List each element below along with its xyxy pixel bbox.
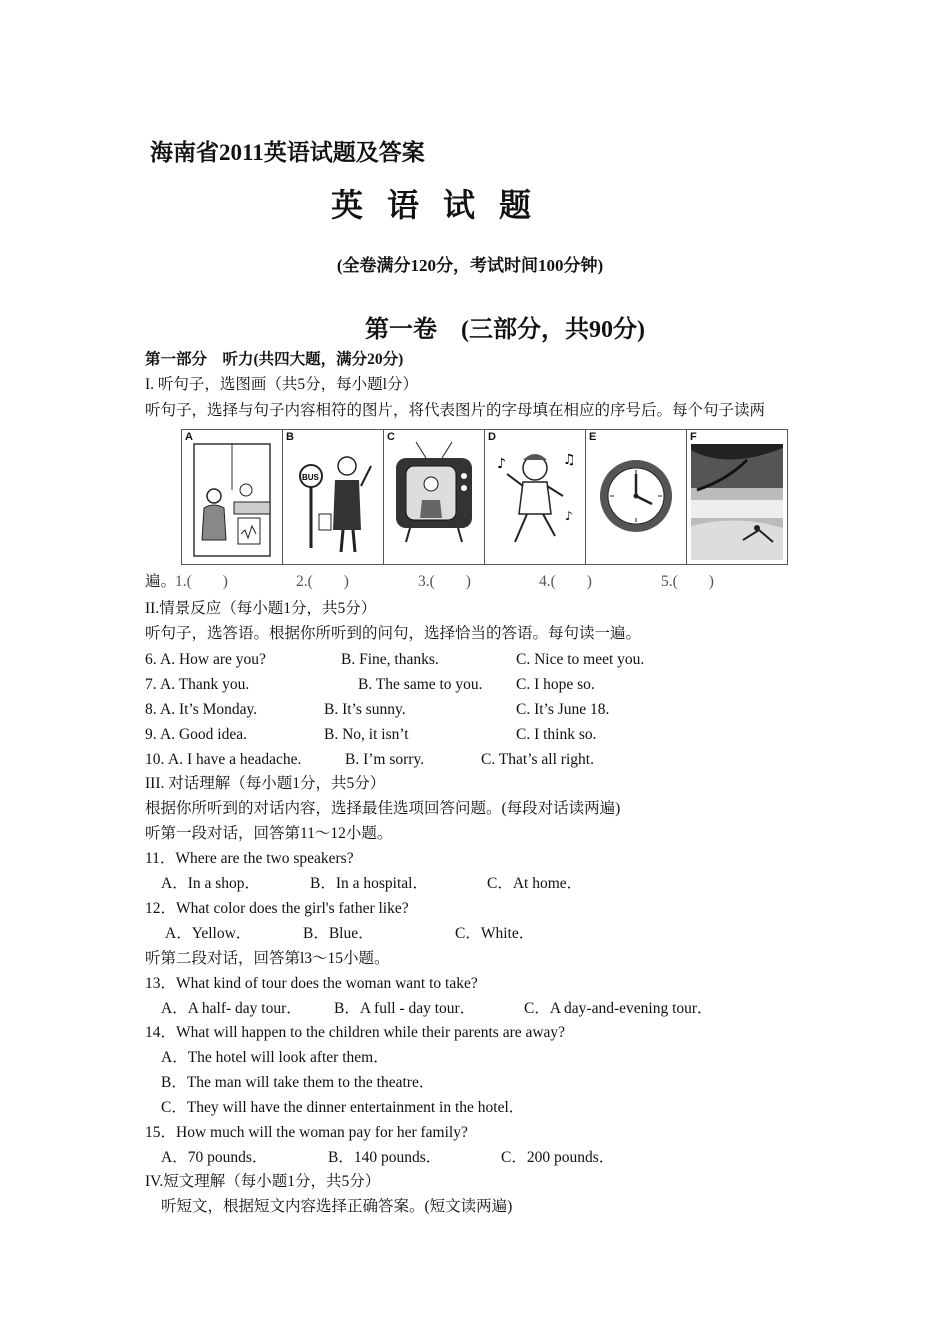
question-text: 15．How much will the woman pay for her family? bbox=[145, 1124, 468, 1141]
picture-label: C bbox=[387, 431, 395, 443]
picture-c bbox=[384, 430, 485, 564]
option-a: A．A half- day tour． bbox=[161, 1000, 302, 1017]
svg-text:♪: ♪ bbox=[565, 509, 573, 523]
picture-d bbox=[485, 430, 586, 564]
picture-e bbox=[586, 430, 687, 564]
option-c: C．200 pounds． bbox=[501, 1149, 615, 1166]
question-number: 9. bbox=[145, 726, 157, 743]
dialog2-note: 听第二段对话，回答第l3～15小题。 bbox=[145, 950, 390, 967]
question-text: 12．What color does the girl's father like? bbox=[145, 900, 409, 917]
option-a: A．In a shop． bbox=[161, 875, 261, 892]
option-a: A. I have a headache. bbox=[168, 751, 302, 768]
part1-heading: 第一部分 听力(共四大题，满分20分) bbox=[145, 351, 404, 368]
option-a: A. How are you? bbox=[160, 651, 266, 668]
option-b: B. I’m sorry. bbox=[345, 751, 425, 768]
option-b: B. The same to you. bbox=[358, 676, 483, 693]
question-text: 13．What kind of tour does the woman want to take? bbox=[145, 975, 478, 992]
answer-blank[interactable]: 3.( ) bbox=[418, 573, 471, 590]
picture-label: E bbox=[589, 431, 597, 443]
exam-title: 英 语 试 题 bbox=[330, 187, 539, 223]
volume-title: 第一卷 (三部分，共90分) bbox=[365, 317, 645, 343]
picture-label: D bbox=[488, 431, 496, 443]
section4-heading: IV.短文理解（每小题1分，共5分） bbox=[145, 1173, 381, 1190]
score-note: (全卷满分120分，考试时间100分钟) bbox=[336, 256, 604, 275]
clock-icon bbox=[586, 430, 686, 564]
option-c: C. I hope so. bbox=[516, 676, 595, 693]
question-text: 14．What will happen to the children while their parents are away? bbox=[145, 1024, 566, 1041]
option-b: B．In a hospital． bbox=[310, 875, 428, 892]
picture-b bbox=[283, 430, 384, 564]
picture-label: B bbox=[286, 431, 294, 443]
option-b: B．The man will take them to the theatre． bbox=[161, 1074, 435, 1091]
television-icon bbox=[384, 430, 484, 564]
svg-text:BUS: BUS bbox=[302, 473, 319, 482]
option-b: B. It’s sunny. bbox=[324, 701, 406, 718]
section4-instruction: 听短文，根据短文内容选择正确答案。(短文读两遍) bbox=[161, 1198, 513, 1215]
question-number: 7. bbox=[145, 676, 157, 693]
svg-text:♫: ♫ bbox=[563, 452, 576, 468]
option-a: A．70 pounds． bbox=[161, 1149, 268, 1166]
option-b: B．A full - day tour． bbox=[334, 1000, 476, 1017]
option-c: C．They will have the dinner entertainment in the hotel． bbox=[161, 1099, 525, 1116]
answer-blank[interactable]: 4.( ) bbox=[539, 573, 592, 590]
option-c: C．White． bbox=[455, 925, 535, 942]
beach-icon bbox=[687, 430, 787, 564]
option-a: A. Good idea. bbox=[160, 726, 247, 743]
section1-heading: I. 听句子，选图画（共5分，每小题l分） bbox=[145, 376, 418, 393]
picture-f bbox=[687, 430, 787, 564]
option-a: A. It’s Monday. bbox=[160, 701, 258, 718]
option-c: C. It’s June 18. bbox=[516, 701, 610, 718]
answer-blank[interactable]: 2.( ) bbox=[296, 573, 349, 590]
bus-stop-icon bbox=[283, 430, 383, 564]
option-c: C．A day-and-evening tour． bbox=[524, 1000, 713, 1017]
document-title: 海南省2011英语试题及答案 bbox=[150, 140, 425, 165]
section3-heading: III. 对话理解（每小题1分，共5分） bbox=[145, 775, 386, 792]
option-c: C．At home． bbox=[487, 875, 583, 892]
dialog1-note: 听第一段对话，回答第11～12小题。 bbox=[145, 825, 393, 842]
option-a: A．Yellow． bbox=[165, 925, 252, 942]
option-b: B. No, it isn’t bbox=[324, 726, 409, 743]
picture-label: A bbox=[185, 431, 193, 443]
answer-blank[interactable]: 1.( ) bbox=[175, 573, 228, 590]
section1-instruction: 听句子，选择与句子内容相符的图片，将代表图片的字母填在相应的序号后。每个句子读两 bbox=[145, 402, 766, 419]
question-text: 11．Where are the two speakers? bbox=[145, 850, 354, 867]
section2-instruction: 听句子，选答语。根据你所听到的问句，选择恰当的答语。每句读一遍。 bbox=[145, 625, 642, 642]
option-a: A．The hotel will look after them． bbox=[161, 1049, 389, 1066]
question-number: 10. bbox=[145, 751, 165, 768]
question-number: 8. bbox=[145, 701, 157, 718]
dancing-boy-icon bbox=[485, 430, 585, 564]
section3-instruction: 根据你所听到的对话内容，选择最佳选项回答问题。(每段对话读两遍) bbox=[145, 800, 621, 817]
option-b: B．140 pounds． bbox=[328, 1149, 442, 1166]
option-a: A. Thank you. bbox=[160, 676, 250, 693]
picture-label: F bbox=[690, 431, 697, 443]
picture-strip bbox=[181, 429, 788, 565]
answer-blank[interactable]: 5.( ) bbox=[661, 573, 714, 590]
option-c: C. I think so. bbox=[516, 726, 597, 743]
option-b: B. Fine, thanks. bbox=[341, 651, 439, 668]
option-c: C. That’s all right. bbox=[481, 751, 594, 768]
picture-a bbox=[182, 430, 283, 564]
option-c: C. Nice to meet you. bbox=[516, 651, 645, 668]
option-b: B．Blue． bbox=[303, 925, 374, 942]
question-number: 6. bbox=[145, 651, 157, 668]
svg-text:♪: ♪ bbox=[497, 456, 506, 472]
hospital-visit-icon bbox=[182, 430, 282, 564]
continuation-text: 遍。 bbox=[145, 573, 177, 590]
section2-heading: II.情景反应（每小题1分，共5分） bbox=[145, 600, 377, 617]
